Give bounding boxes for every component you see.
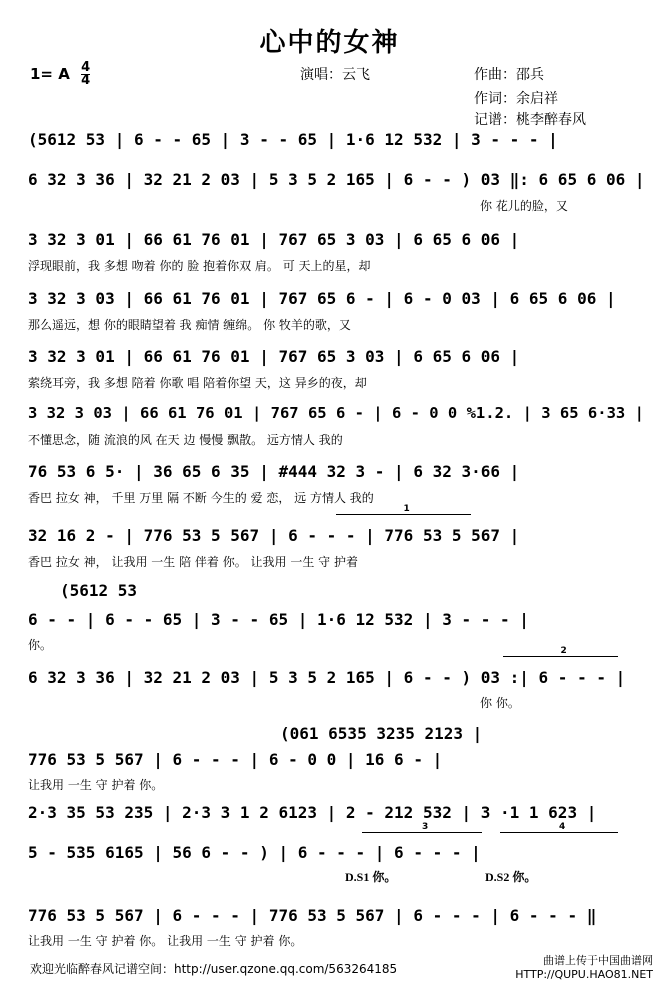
score-row-5: 3 32 3 01 | 66 61 76 01 | 767 65 3 03 | 6 65 6 06 | (28, 347, 520, 366)
key-text: 1= A (30, 65, 70, 83)
volta-bracket-1 (336, 504, 471, 515)
ds2-mark: D.S2 你。 (485, 870, 537, 884)
lyric-row-7: 香巴 拉女 神， 千里 万里 隔 不断 今生的 爱 恋， 远 方情人 我的 (28, 491, 374, 505)
time-bottom: 4 (81, 73, 91, 88)
lyric-row-6: 不懂思念，随 流浪的风 在天 边 慢慢 飘散。 远方情人 我的 (28, 433, 343, 447)
song-title: 心中的女神 (259, 28, 400, 58)
lyric-row-11: 你 你。 (480, 696, 520, 710)
score-row-16: 776 53 5 567 | 6 - - - | 776 53 5 567 | 6 - - - | 6 - - - ‖ (28, 906, 597, 925)
ds1-mark: D.S1 你。 (345, 870, 397, 884)
volta-bracket-2 (503, 646, 618, 657)
score-row-7: 76 53 6 5· | 36 65 6 35 | #444 32 3 - | 6 32 3·66 | (28, 462, 520, 481)
time-signature (81, 62, 90, 87)
score-row-11: 6 32 3 36 | 32 21 2 03 | 5 3 5 2 165 | 6 - - ) 03 :| 6 - - - | (28, 668, 626, 687)
score-row-15: 5 - 535 6165 | 56 6 - - ) | 6 - - - | 6 - - - | (28, 843, 481, 862)
volta-bracket-3 (362, 822, 482, 833)
watermark-line-1: 曲谱上传于中国曲谱网 (543, 954, 653, 967)
transcriber-credit: 记谱：桃李醉春风 (474, 112, 586, 128)
singer-credit: 演唱：云飞 (300, 67, 370, 83)
score-row-6: 3 32 3 03 | 66 61 76 01 | 767 65 6 - | 6 - 0 0 %1.2. | 3 65 6·33 | (28, 404, 644, 422)
watermark-line-2: HTTP://QUPU.HAO81.NET (515, 968, 653, 981)
lyric-row-3: 浮现眼前，我 多想 吻着 你的 脸 抱着你双 肩。 可 天上的星，却 (28, 259, 371, 273)
footer-credit: 欢迎光临醉春风记谱空间：http://user.qzone.qq.com/563264185 (30, 962, 398, 976)
score-row-13: 776 53 5 567 | 6 - - - | 6 - 0 0 | 16 6 - | (28, 750, 443, 769)
lyric-row-4: 那么遥远，想 你的眼睛望着 我 痴情 缠绵。 你 牧羊的歌，又 (28, 318, 351, 332)
volta-2-label: 2 (560, 646, 567, 656)
score-row-4: 3 32 3 03 | 66 61 76 01 | 767 65 6 - | 6 - 0 03 | 6 65 6 06 | (28, 289, 616, 308)
volta-3-label: 3 (422, 822, 429, 832)
lyric-row-5: 萦绕耳旁，我 多想 陪着 你歌 唱 陪着你望 天，这 异乡的夜，却 (28, 376, 367, 390)
score-row-3: 3 32 3 01 | 66 61 76 01 | 767 65 3 03 | 6 65 6 06 | (28, 230, 520, 249)
lyric-row-10: 你。 (28, 638, 53, 652)
key-signature (30, 62, 90, 87)
time-top: 4 (81, 60, 91, 75)
score-row-2: 6 32 3 36 | 32 21 2 03 | 5 3 5 2 165 | 6 - - ) 03 ‖: 6 65 6 06 | (28, 170, 645, 189)
lyric-row-8: 香巴 拉女 神， 让我用 一生 陪 伴着 你。 让我用 一生 守 护着 (28, 555, 358, 569)
score-row-8: 32 16 2 - | 776 53 5 567 | 6 - - - | 776 53 5 567 | (28, 526, 520, 545)
score-row-10: 6 - - | 6 - - 65 | 3 - - 65 | 1·6 12 532 | 3 - - - | (28, 610, 529, 629)
score-row-14: 2·3 35 53 235 | 2·3 3 1 2 6123 | 2 - 212 532 | 3 ·1 1 623 | (28, 803, 597, 822)
lyricist-credit: 作词：余启祥 (474, 91, 558, 107)
score-row-9: (5612 53 (60, 581, 138, 600)
volta-bracket-4 (500, 822, 618, 833)
score-row-1: (5612 53 | 6 - - 65 | 3 - - 65 | 1·6 12 532 | 3 - - - | (28, 130, 558, 149)
lyric-row-13: 让我用 一生 守 护着 你。 (28, 778, 164, 792)
score-row-12: (061 6535 3235 2123 | (280, 724, 483, 743)
lyric-row-16: 让我用 一生 守 护着 你。 让我用 一生 守 护着 你。 (28, 934, 303, 948)
volta-1-label: 1 (403, 504, 410, 514)
volta-4-label: 4 (559, 822, 566, 832)
lyric-row-2: 你 花儿的脸，又 (480, 199, 568, 213)
composer-credit: 作曲：邵兵 (474, 67, 544, 83)
footer-watermark (515, 954, 653, 982)
